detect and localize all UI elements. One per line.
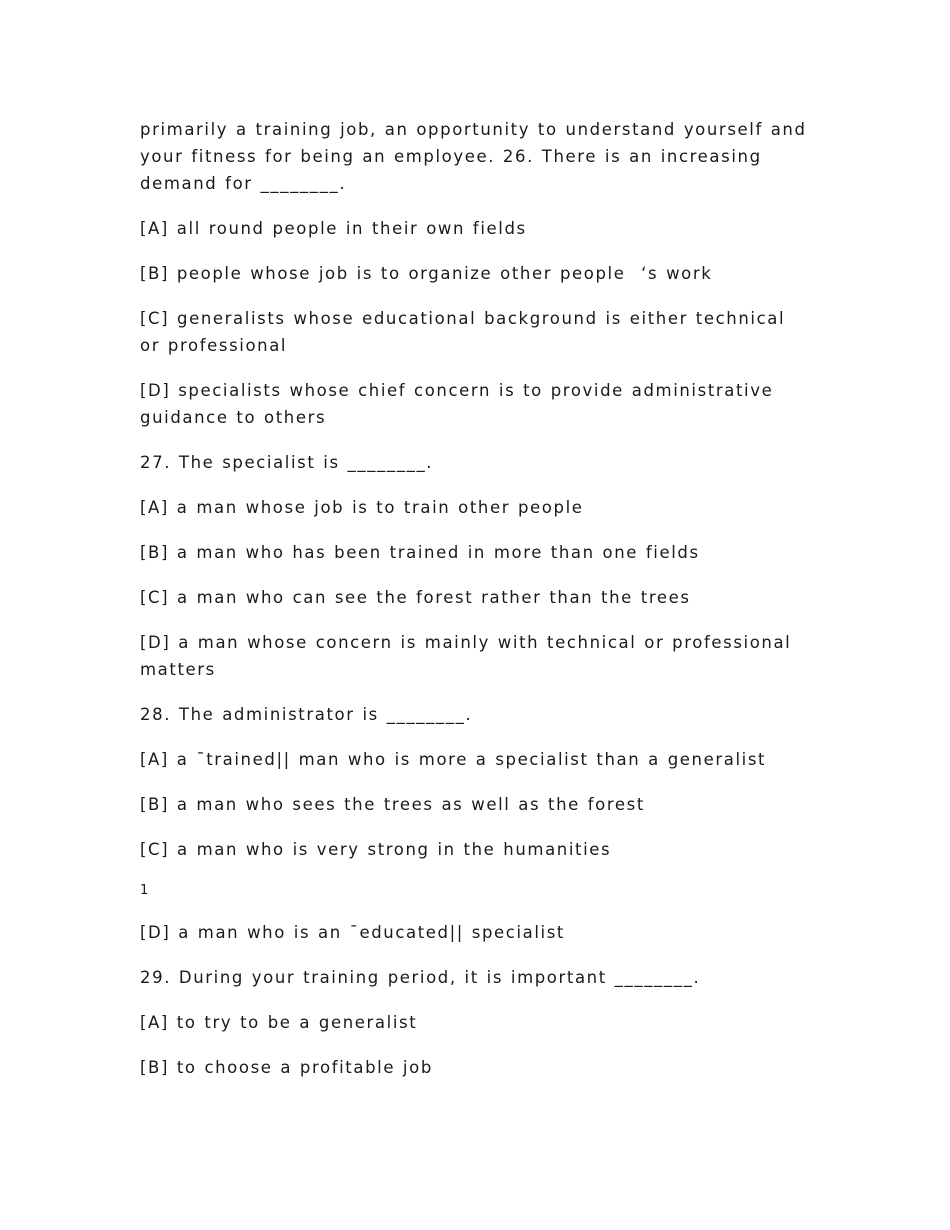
option-26-a: [A] all round people in their own fields	[140, 219, 527, 238]
document-body	[140, 116, 815, 1099]
option-28-a: [A] a ¯trained|| man who is more a specialist than a generalist	[140, 750, 767, 769]
option-28-d: [D] a man who is an ¯educated|| specialist	[140, 923, 565, 942]
question-28: 28. The administrator is ________.	[140, 705, 473, 724]
option-29-a: [A] to try to be a generalist	[140, 1013, 418, 1032]
option-28-b: [B] a man who sees the trees as well as the forest	[140, 795, 645, 814]
option-26-d: [D] specialists whose chief concern is to provide administrative guidance to others	[140, 381, 782, 427]
paragraph-passage-end-q26: primarily a training job, an opportunity to understand yourself and your fitness for being an employee. 26. There is an increasing demand for ________.	[140, 120, 815, 193]
page-number: 1	[140, 883, 149, 898]
option-28-c: [C] a man who is very strong in the humanities	[140, 840, 612, 859]
question-27: 27. The specialist is ________.	[140, 453, 434, 472]
question-29: 29. During your training period, it is important ________.	[140, 968, 701, 987]
option-26-c: [C] generalists whose educational background is either technical or professional	[140, 309, 794, 355]
option-27-a: [A] a man whose job is to train other people	[140, 498, 584, 517]
option-27-d: [D] a man whose concern is mainly with technical or professional matters	[140, 633, 800, 679]
option-27-c: [C] a man who can see the forest rather than the trees	[140, 588, 691, 607]
option-29-b: [B] to choose a profitable job	[140, 1058, 433, 1077]
option-27-b: [B] a man who has been trained in more than one fields	[140, 543, 700, 562]
option-26-b: [B] people whose job is to organize other people ‘s work	[140, 264, 713, 283]
